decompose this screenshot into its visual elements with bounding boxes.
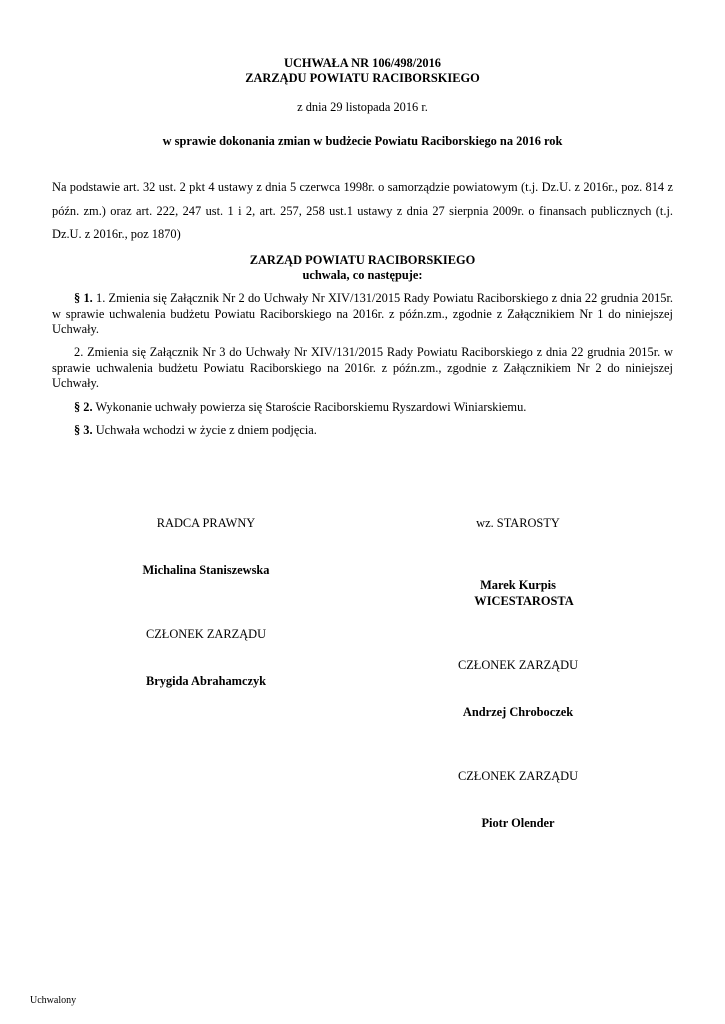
- document-title-line2: ZARZĄDU POWIATU RACIBORSKIEGO: [245, 71, 480, 85]
- section-1-paragraph-2: 2. Zmienia się Załącznik Nr 3 do Uchwały Nr XIV/131/2015 Rady Powiatu Raciborskiego z dnia 22 grudnia 2015r. w sprawie uchwalenia budżetu Powiatu Raciborskiego na 2016r. z późn.zm., zgodnie z Załącznikiem Nr 2 do niniejszej Uchwały.: [52, 345, 673, 390]
- document-date: z dnia 29 listopada 2016 r.: [297, 100, 428, 114]
- starosta-name: Marek Kurpis: [480, 578, 556, 592]
- legal-basis-paragraph: Na podstawie art. 32 ust. 2 pkt 4 ustawy z dnia 5 czerwca 1998r. o samorządzie powiatowym (t.j. Dz.U. z 2016r., poz. 814 z późn. zm.) oraz art. 222, 247 ust. 1 i 2, art. 257, 258 ust.1 ustawy z dnia 27 sierpnia 2009r. o finansach publicznych (t.j. Dz.U. z 2016r., poz 1870): [52, 180, 673, 241]
- legal-counsel-name: Michalina Staniszewska: [142, 563, 270, 577]
- board-member-1-name: Brygida Abrahamczyk: [145, 674, 267, 688]
- board-member-2-role: CZŁONEK ZARZĄDU: [457, 658, 579, 672]
- section-1-paragraph-1: [52, 291, 673, 338]
- section-2-paragraph: [52, 400, 673, 416]
- board-member-1-role: CZŁONEK ZARZĄDU: [145, 627, 267, 641]
- board-member-2-name: Andrzej Chroboczek: [462, 705, 574, 719]
- document-subject: w sprawie dokonania zmian w budżecie Powiatu Raciborskiego na 2016 rok: [162, 134, 563, 148]
- section-3-label: § 3.: [74, 423, 93, 437]
- section-3-text: Uchwała wchodzi w życie z dniem podjęcia.: [92, 423, 317, 437]
- resolution-heading-line2: uchwala, co następuje:: [302, 268, 423, 282]
- document-status-footer: Uchwalony: [30, 995, 77, 1006]
- section-1-point-1-text: 1. Zmienia się Załącznik Nr 2 do Uchwały Nr XIV/131/2015 Rady Powiatu Raciborskiego z dnia 22 grudnia 2015r. w sprawie uchwalenia budżetu Powiatu Raciborskiego na 2016r. z późn.zm., zgodnie z Załącznikiem Nr 1 do niniejszej Uchwały.: [52, 291, 673, 336]
- document-title-line1: UCHWAŁA NR 106/498/2016: [284, 56, 441, 70]
- resolution-heading-line1: ZARZĄD POWIATU RACIBORSKIEGO: [249, 253, 476, 267]
- starosta-role: wz. STAROSTY: [476, 516, 560, 530]
- section-2-label: § 2.: [74, 400, 93, 414]
- board-member-3-role: CZŁONEK ZARZĄDU: [457, 769, 579, 783]
- legal-counsel-role: RADCA PRAWNY: [156, 516, 256, 530]
- starosta-title: WICESTAROSTA: [474, 594, 574, 608]
- section-1-label: § 1.: [74, 291, 93, 305]
- board-member-3-name: Piotr Olender: [481, 816, 555, 830]
- section-3-paragraph: [52, 423, 673, 439]
- section-2-text: Wykonanie uchwały powierza się Staroście Raciborskiemu Ryszardowi Winiarskiemu.: [92, 400, 527, 414]
